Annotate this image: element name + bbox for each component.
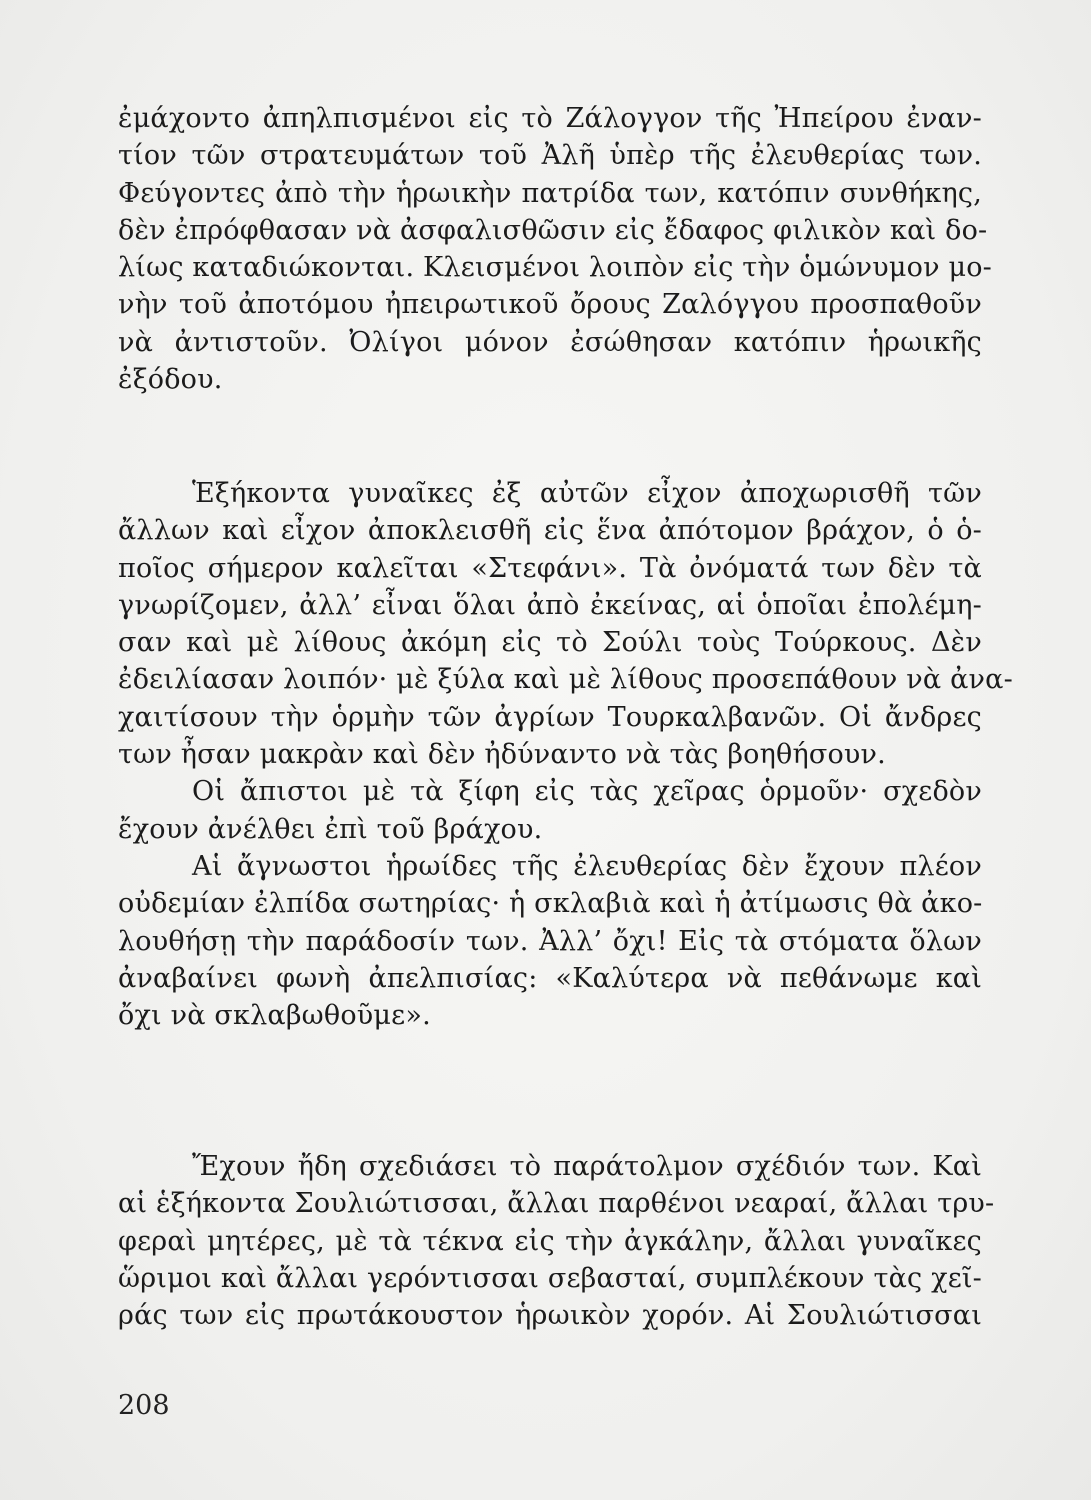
text-line: ὄχι νὰ σκλαβωθοῦμε». — [118, 1000, 431, 1032]
paragraph-the-plan — [118, 1148, 995, 1334]
text-line: ἄλλων καὶ εἶχον ἀποκλεισθῆ εἰς ἕνα ἀπότομον βράχον, ὁ ὁ- — [118, 515, 982, 547]
text-line: ράς των εἰς πρωτάκουστον ἡρωικὸν χορόν. Αἱ Σουλιώτισσαι — [118, 1300, 982, 1332]
text-line: των ἦσαν μακρὰν καὶ δὲν ἠδύναντο νὰ τὰς βοηθήσουν. — [118, 739, 886, 771]
text-line: Φεύγοντες ἀπὸ τὴν ἡρωικὴν πατρίδα των, κατόπιν συνθήκης, — [118, 177, 982, 209]
text-line: ἐμάχοντο ἀπηλπισμένοι εἰς τὸ Ζάλογγον τῆς Ἠπείρου ἐναν- — [118, 103, 982, 134]
text-line: Ἔχουν ἤδη σχεδιάσει τὸ παράτολμον σχέδιόν των. Καὶ — [192, 1151, 982, 1182]
text-line: ποῖος σήμερον καλεῖται «Στεφάνι». Τὰ ὀνόματά των δὲν τὰ — [118, 552, 982, 584]
text-line: χαιτίσουν τὴν ὁρμὴν τῶν ἀγρίων Τουρκαλβανῶν. Οἱ ἄνδρες — [118, 701, 982, 733]
text-line: Αἱ ἄγνωστοι ἡρωίδες τῆς ἐλευθερίας δὲν ἔχουν πλέον — [192, 850, 982, 882]
text-line: γνωρίζομεν, ἀλλ’ εἶναι ὅλαι ἀπὸ ἐκείνας, αἱ ὁποῖαι ἐπολέμη- — [118, 589, 982, 621]
text-line: αἱ ἑξήκοντα Σουλιώτισσαι, ἄλλαι παρθένοι νεαραί, ἄλλαι τρυ- — [118, 1188, 995, 1220]
text-line: ὥριμοι καὶ ἄλλαι γερόντισσαι σεβασταί, συμπλέκουν τὰς χεῖ- — [118, 1262, 982, 1294]
text-line: οὐδεμίαν ἐλπίδα σωτηρίας· ἡ σκλαβιὰ καὶ ἡ ἀτίμωσις θὰ ἀκο- — [118, 888, 983, 920]
text-line: δὲν ἐπρόφθασαν νὰ ἀσφαλισθῶσιν εἰς ἔδαφος φιλικὸν καὶ δο- — [118, 214, 988, 246]
text-line: ἀναβαίνει φωνὴ ἀπελπισίας: «Καλύτερα νὰ πεθάνωμε καὶ — [118, 962, 982, 994]
text-line: ἔχουν ἀνέλθει ἐπὶ τοῦ βράχου. — [118, 813, 543, 845]
page-number: 208 — [118, 1390, 170, 1421]
text-line: ἐδειλίασαν λοιπόν· μὲ ξύλα καὶ μὲ λίθους προσεπάθουν νὰ ἀνα- — [118, 664, 1013, 696]
text-line: νὰ ἀντιστοῦν. Ὀλίγοι μόνον ἐσώθησαν κατόπιν ἡρωικῆς — [118, 326, 982, 358]
text-line: λίως καταδιώκονται. Κλεισμένοι λοιπὸν εἰς τὴν ὁμώνυμον μο- — [118, 252, 992, 284]
text-line: Ἑξήκοντα γυναῖκες ἐξ αὐτῶν εἶχον ἀποχωρισθῆ τῶν — [192, 478, 982, 509]
paragraph-zalongo-intro — [118, 100, 992, 398]
text-line: Οἱ ἄπιστοι μὲ τὰ ξίφη εἰς τὰς χεῖρας ὁρμοῦν· σχεδὸν — [192, 776, 982, 808]
text-line: λουθήσῃ τὴν παράδοσίν των. Ἀλλ’ ὄχι! Εἰς τὰ στόματα ὅλων — [118, 925, 982, 957]
paragraph-sixty-women — [118, 475, 1013, 1034]
text-line: σαν καὶ μὲ λίθους ἀκόμη εἰς τὸ Σούλι τοὺς Τούρκους. Δὲν — [118, 627, 982, 659]
text-line: ἐξόδου. — [118, 364, 223, 396]
text-line: τίον τῶν στρατευμάτων τοῦ Ἀλῆ ὑπὲρ τῆς ἐλευθερίας των. — [118, 140, 982, 172]
text-line: νὴν τοῦ ἀποτόμου ἠπειρωτικοῦ ὄρους Ζαλόγγου προσπαθοῦν — [118, 289, 982, 321]
text-line: φεραὶ μητέρες, μὲ τὰ τέκνα εἰς τὴν ἀγκάλην, ἄλλαι γυναῖκες — [118, 1225, 982, 1257]
